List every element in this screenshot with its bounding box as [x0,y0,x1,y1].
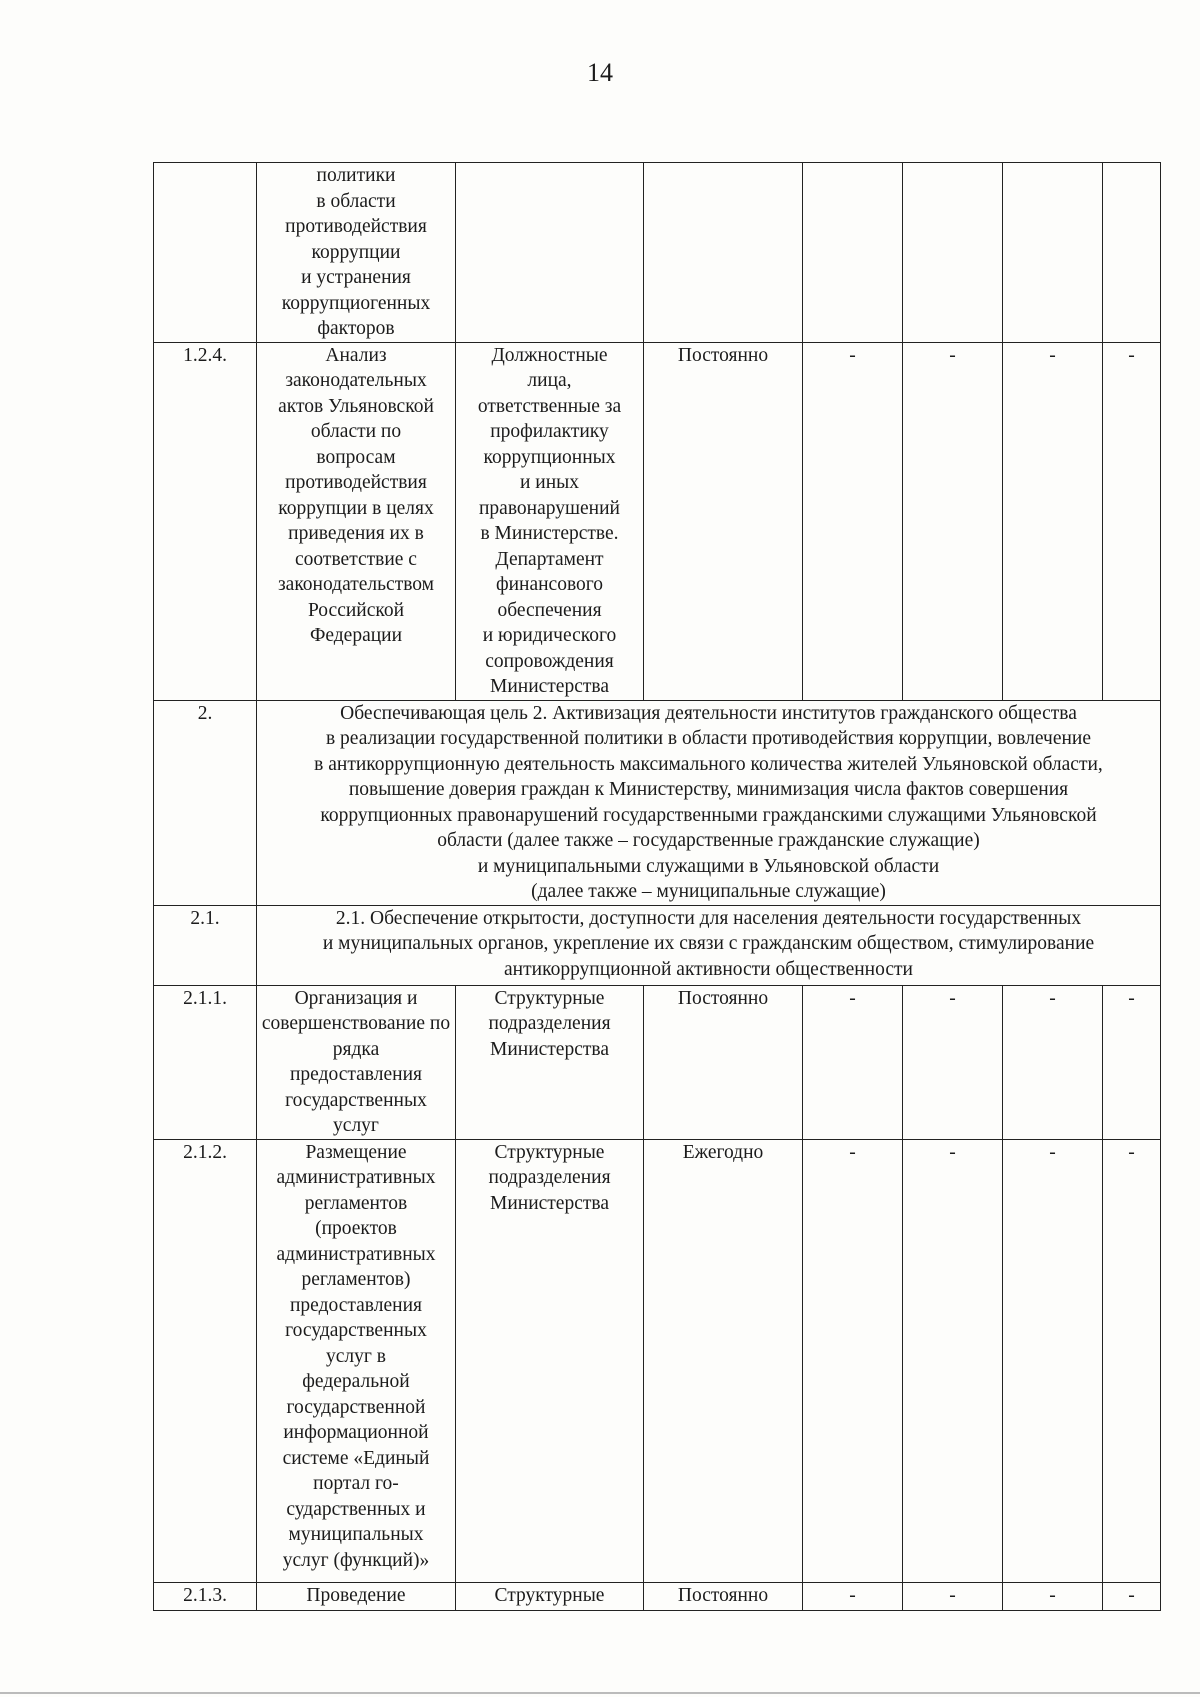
row-number: 2.1.3. [154,1582,257,1610]
value-cell: - [1103,342,1161,700]
row-number [154,163,257,343]
table-row [154,342,1161,700]
responsible-cell: Структурные [456,1582,644,1610]
measures-table [153,162,1161,1611]
measure-cell [257,163,456,343]
row-number: 2.1.1. [154,985,257,1139]
scan-edge [0,1692,1200,1694]
value-cell: - [1003,985,1103,1139]
measure-text: политики в области противодействия коррупции и устранения коррупциогенных факторов [281,165,431,339]
table-row [154,1582,1161,1610]
term-cell: Постоянно [644,985,803,1139]
measure-text: Организация и совершенствование порядка предоставления государственных услуг [261,987,451,1136]
row-number: 2.1. [154,905,257,985]
measure-cell [257,342,456,700]
responsible-cell [456,342,644,700]
table-row [154,1139,1161,1582]
task-text: 2.1. Обеспечение открытости, доступности для населения деятельности государственных и муниципальных органов, укрепление их связи с гражданским обществом, стимулирование антикоррупционной активности общественности [322,907,1095,980]
goal-cell [257,700,1161,905]
table-row [154,700,1161,905]
table-row [154,163,1161,343]
value-cell: - [803,985,903,1139]
page-number: 14 [587,58,613,87]
responsible-cell [456,163,644,343]
value-cell [803,163,903,343]
term-cell: Ежегодно [644,1139,803,1582]
value-cell: - [1103,1582,1161,1610]
term-cell [644,163,803,343]
measure-cell [257,1139,456,1582]
value-cell: - [803,1582,903,1610]
value-cell: - [1003,1139,1103,1582]
value-cell: - [903,1139,1003,1582]
value-cell: - [1103,985,1161,1139]
value-cell: - [803,342,903,700]
value-cell [1003,163,1103,343]
value-cell [903,163,1003,343]
responsible-text: Структурные подразделения Министерства [488,1141,611,1214]
table-row [154,985,1161,1139]
term-cell: Постоянно [644,1582,803,1610]
measure-cell: Проведение [257,1582,456,1610]
responsible-text: Структурные подразделения Министерства [488,987,611,1060]
value-cell: - [1003,342,1103,700]
responsible-cell [456,985,644,1139]
row-number: 2. [154,700,257,905]
value-cell: - [903,1582,1003,1610]
measure-cell [257,985,456,1139]
responsible-cell [456,1139,644,1582]
value-cell: - [1003,1582,1103,1610]
measure-text: Анализ законодательных актов Ульяновской области по вопросам противодействия коррупции в целях приведения их в соответствие с законодательством Российской Федерации [277,344,435,646]
measure-text: Размещение административных регламентов (проектов административных регламентов) предоставления государственных услуг в федеральной государственной информационной системе «Единый портал го- сударственных и муниципальных услуг (функций)» [276,1141,436,1571]
term-cell: Постоянно [644,342,803,700]
responsible-text: Должностные лица, ответственные за профилактику коррупционных и иных правонарушений в Министерстве. Департамент финансового обеспечения и юридического сопровождения Министерства [477,344,622,697]
row-number: 2.1.2. [154,1139,257,1582]
row-number: 1.2.4. [154,342,257,700]
goal-text: Обеспечивающая цель 2. Активизация деятельности институтов гражданского общества в реализации государственной политики в области противодействия коррупции, вовлечение в антикоррупционную деятельность максимального количества жителей Ульяновской области, повышение доверия граждан к Министерству, минимизация числа фактов совершения коррупционных правонарушений государственными гражданскими служащими Ульяновской области (далее также – государственные гражданские служащие) и муниципальными служащими в Ульяновской области (далее также – муниципальные служащие) [314,702,1103,902]
value-cell: - [1103,1139,1161,1582]
value-cell: - [903,985,1003,1139]
task-cell [257,905,1161,985]
value-cell: - [803,1139,903,1582]
value-cell: - [903,342,1003,700]
table-row [154,905,1161,985]
value-cell [1103,163,1161,343]
